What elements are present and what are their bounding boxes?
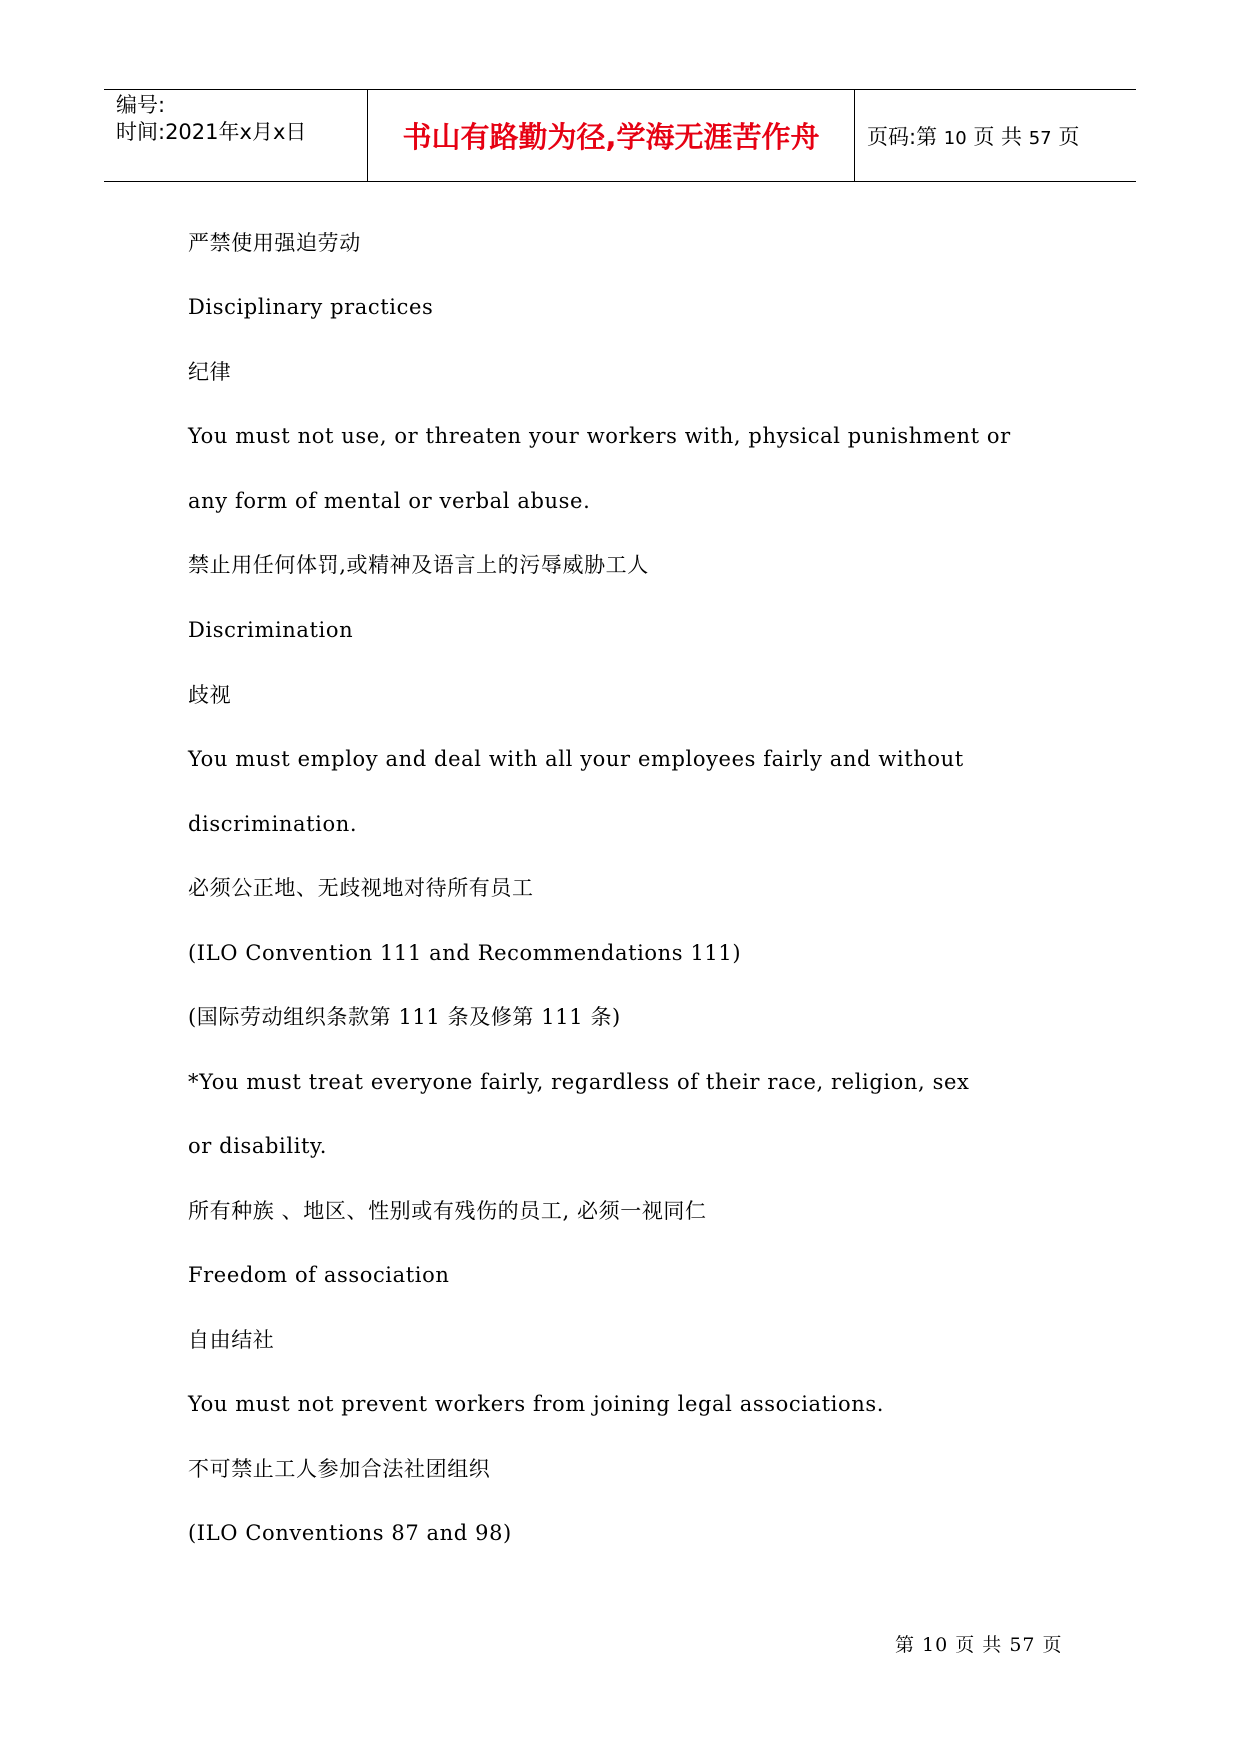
body-line: (ILO Convention 111 and Recommendations 111) [188,941,742,965]
body-line: You must not prevent workers from joining legal associations. [188,1392,885,1416]
body-line: 歧视 [188,683,232,707]
body-line: 必须公正地、无歧视地对待所有员工 [188,876,534,900]
body-line: Discrimination [188,618,354,642]
header-motto-cell [367,90,855,181]
header-page-cell [855,90,1136,181]
body-line: *You must treat everyone fairly, regardless of their race, religion, sex [188,1070,970,1094]
page-code-prefix: 页码:第 [867,124,938,149]
page-code-suffix: 页 [1058,124,1080,149]
body-line: 纪律 [188,360,232,384]
body-line: or disability. [188,1134,327,1158]
body-line: (国际劳动组织条款第 111 条及修第 111 条) [188,1005,621,1029]
page-code-middle: 页 共 [973,124,1023,149]
body-line: 禁止用任何体罚,或精神及语言上的污辱威胁工人 [188,553,649,577]
body-line: 自由结社 [188,1328,275,1352]
body-line: You must not use, or threaten your workers with, physical punishment or [188,424,1011,448]
document-number-label: 编号: [116,93,166,117]
document-time-label: 时间:2021年x月x日 [116,120,307,144]
body-line: discrimination. [188,812,358,836]
page-code-current: 10 [943,127,967,149]
body-line: Freedom of association [188,1263,450,1287]
body-line: 所有种族 、地区、性别或有残伤的员工, 必须一视同仁 [188,1199,707,1223]
body-line: any form of mental or verbal abuse. [188,489,591,513]
body-line: 不可禁止工人参加合法社团组织 [188,1457,491,1481]
footer-page-info: 第 10 页 共 57 页 [895,1634,1063,1656]
body-line: 严禁使用强迫劳动 [188,231,361,255]
body-line: Disciplinary practices [188,295,434,319]
page-code-total: 57 [1028,127,1052,149]
body-line: (ILO Conventions 87 and 98) [188,1521,512,1545]
header-motto: 书山有路勤为径,学海无涯苦作舟 [402,120,820,154]
body-line: You must employ and deal with all your employees fairly and without [188,747,964,771]
header-info-cell [104,90,367,181]
document-header [104,89,1136,182]
header-page-code [867,121,1079,151]
